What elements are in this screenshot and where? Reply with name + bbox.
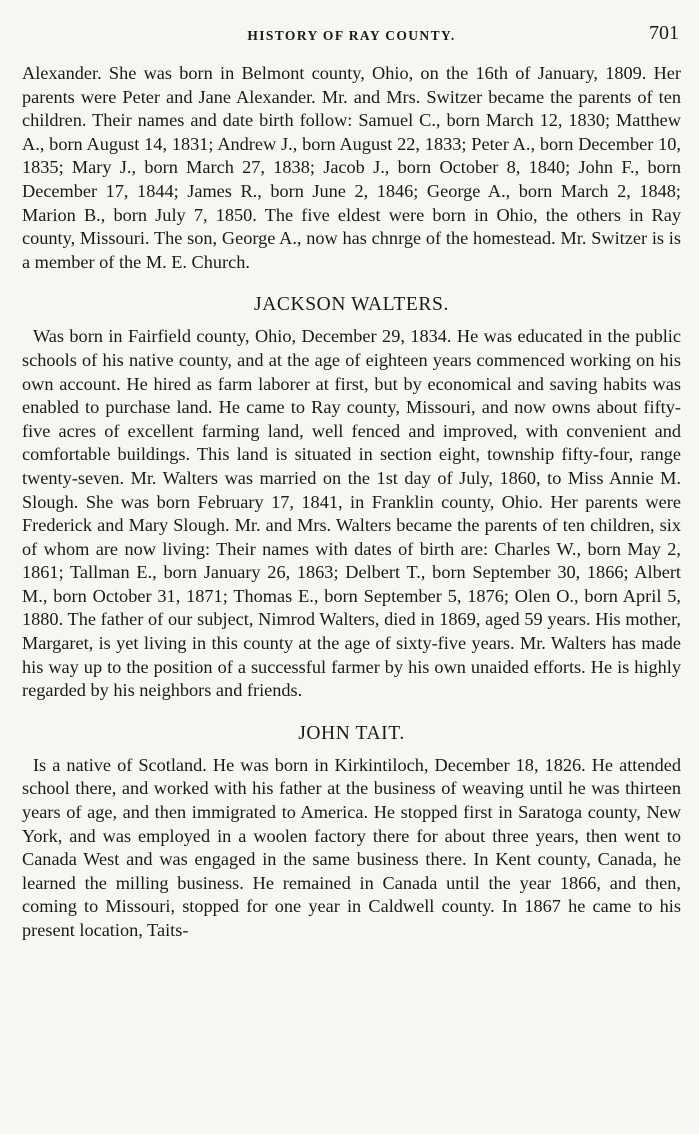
- tait-paragraph: Is a native of Scotland. He was born in Kirkintiloch, December 18, 1826. He attended school there, and worked with his father at the business of weaving until he was thirteen years of age, and then immigrated to America. He stopped first in Saratoga county, New York, and was employed in a woolen factory there for about three years, then went to Canada West and was engaged in the same business there. In Kent county, Canada, he learned the milling business. He remained in Canada until the year 1866, and then, coming to Missouri, stopped for one year in Caldwell county. In 1867 he came to his present location, Taits-: [22, 754, 681, 940]
- continuation-paragraph: Alexander. She was born in Belmont county, Ohio, on the 16th of January, 1809. Her parents were Peter and Jane Alexander. Mr. and Mrs. Switzer became the parents of ten children. Their names and date birth follow: Samuel C., born March 12, 1830; Matthew A., born August 14, 1831; Andrew J., born August 22, 1833; Peter A., born December 10, 1835; Mary J., born March 27, 1838; Jacob J., born October 8, 1840; John F., born December 17, 1844; James R., born June 2, 1846; George A., born March 2, 1848; Marion B., born July 7, 1850. The five eldest were born in Ohio, the others in Ray county, Missouri. The son, George A., now has chnrge of the homestead. Mr. Switzer is is a member of the M. E. Church.: [22, 63, 681, 272]
- running-head: [22, 22, 681, 62]
- walters-paragraph: Was born in Fairfield county, Ohio, December 29, 1834. He was educated in the public schools of his native county, and at the age of eighteen years commenced working on his own account. He hired as farm laborer at first, but by economical and saving habits was enabled to purchase land. He came to Ray county, Missouri, and now owns about fifty-five acres of excellent farming land, well fenced and improved, with convenient and comfortable buildings. This land is situated in section eight, township fifty-four, range twenty-seven. Mr. Walters was married on the 1st day of July, 1860, to Miss Annie M. Slough. She was born February 17, 1841, in Franklin county, Ohio. Her parents were Frederick and Mary Slough. Mr. and Mrs. Walters became the parents of ten children, six of whom are now living: Their names with dates of birth are: Charles W., born May 2, 1861; Tallman E., born January 26, 1863; Delbert T., born September 30, 1866; Albert M., born October 31, 1871; Thomas E., born September 5, 1876; Olen O., born April 5, 1880. The father of our subject, Nimrod Walters, died in 1869, aged 59 years. His mother, Margaret, is yet living in this county at the age of sixty-five years. Mr. Walters has made his way up to the position of a successful farmer by his own unaided efforts. He is highly regarded by his neighbors and friends.: [22, 326, 681, 701]
- section-heading-walters: JACKSON WALTERS.: [254, 294, 449, 316]
- page-number: 701: [649, 22, 679, 44]
- running-title: HISTORY OF RAY COUNTY.: [247, 28, 456, 43]
- section-heading-tait: JOHN TAIT.: [298, 722, 405, 744]
